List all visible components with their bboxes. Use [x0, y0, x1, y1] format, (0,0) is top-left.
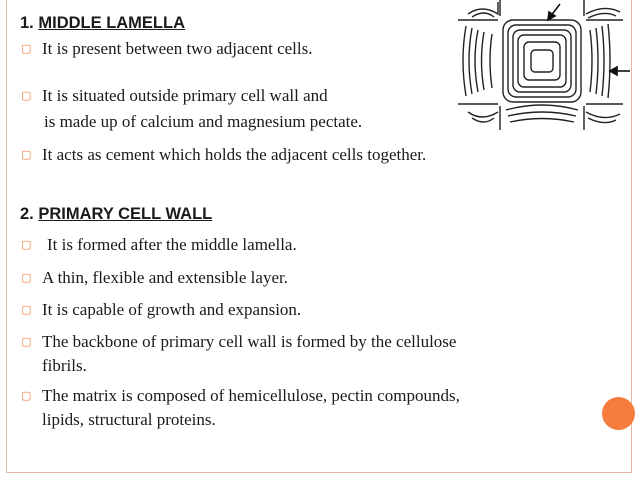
section-2-bullet-1: It is formed after the middle lamella. [47, 235, 297, 254]
section-2-bullet-4: The backbone of primary cell wall is formed by the cellulose [42, 332, 457, 351]
section-1-title: MIDDLE LAMELLA [38, 14, 186, 32]
hollow-square-bullet-icon [21, 273, 32, 283]
section-1-heading [20, 13, 185, 33]
section-2-bullet-2: A thin, flexible and extensible layer. [42, 268, 288, 287]
hollow-square-bullet-icon [21, 91, 32, 101]
section-1-bullet-1: It is present between two adjacent cells. [42, 39, 313, 58]
section-2-bullet-5: The matrix is composed of hemicellulose, pectin compounds, [42, 386, 460, 405]
hollow-square-bullet-icon [21, 391, 32, 401]
hollow-square-bullet-icon [21, 240, 32, 250]
section-1-bullet-3: It acts as cement which holds the adjacent cells together. [42, 145, 427, 164]
cell-wall-diagram [458, 0, 630, 130]
hollow-square-bullet-icon [21, 337, 32, 347]
section-2-bullet-5-continuation: lipids, structural proteins. [42, 410, 216, 429]
hollow-square-bullet-icon [21, 305, 32, 315]
decorative-orange-circle [602, 397, 635, 430]
hollow-square-bullet-icon [21, 44, 32, 54]
section-1-number: 1. [20, 14, 34, 32]
section-2-bullet-3: It is capable of growth and expansion. [42, 300, 302, 319]
hollow-square-bullet-icon [21, 150, 32, 160]
section-1-bullet-2: It is situated outside primary cell wall and [42, 86, 328, 105]
section-2-number: 2. [20, 205, 34, 223]
section-2-heading [20, 204, 212, 224]
section-2-title: PRIMARY CELL WALL [38, 205, 213, 223]
section-1-bullet-2-continuation: is made up of calcium and magnesium pectate. [44, 112, 363, 131]
section-2-bullet-4-continuation: fibrils. [42, 356, 87, 375]
